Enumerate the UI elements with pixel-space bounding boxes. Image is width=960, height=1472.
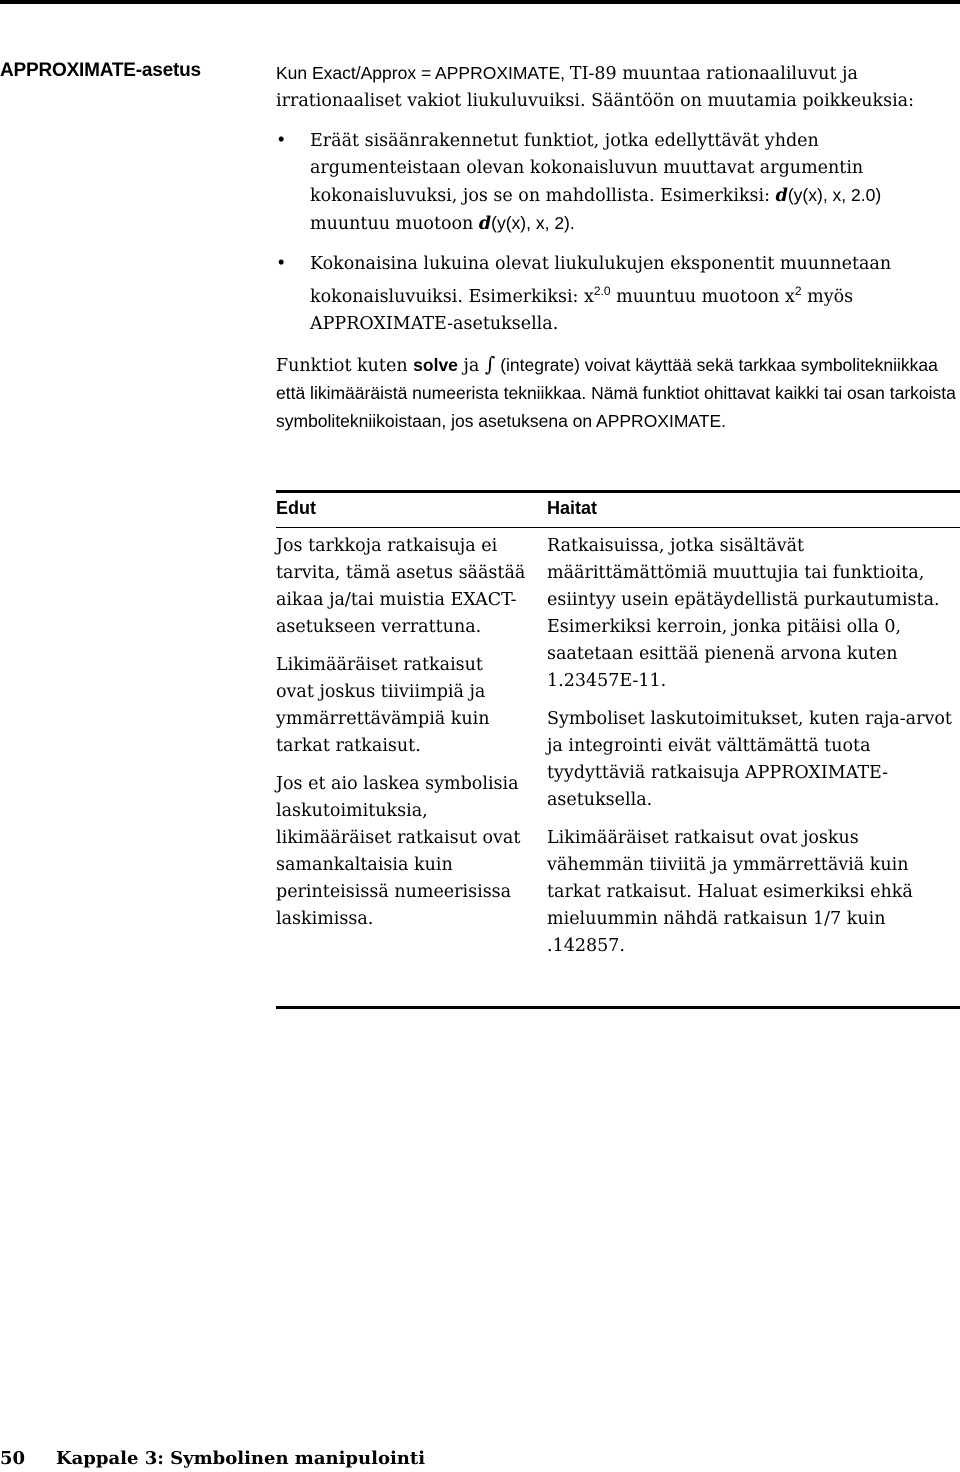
intro-paragraph [276, 60, 960, 115]
exponent-label: 2 [794, 284, 802, 298]
list-item [276, 251, 960, 338]
disadvantage-item: Ratkaisuissa, jotka sisältävät määrittämättömiä muuttujia tai funktioita, esiintyy usein epätäydellistä purkautumista. Esimerkiksi kerroin, jonka pitäisi olla 0, saatetaan esittää pienenä arvona kuten 1.23457E-11. [547, 536, 940, 691]
main-text [276, 60, 960, 449]
solve-keyword: solve [413, 355, 458, 375]
ti-89-label: TI-89 [569, 64, 617, 84]
advantages-heading: Edut [276, 498, 316, 518]
page-footer [0, 1448, 700, 1469]
intro-text-a: Kun Exact/Approx = APPROXIMATE, [276, 63, 570, 83]
advantage-item: Jos et aio laskea symbolisia laskutoimituksia, likimääräiset ratkaisut ovat samankaltaisia kuin perinteisissä numeerisissa laskimissa. [276, 774, 521, 929]
para2-text-c: (integrate) voivat käyttää sekä tarkkaa symbolitekniikkaa että likimääräistä numeerista tekniikkaa. Nämä funktiot ohittavat kaikki tai osan tarkoista symbolitekniikoistaan, jos asetuksena on APPROXIMATE. [276, 355, 956, 431]
intro-text-b: muuntaa rationaaliluvut ja irrationaaliset vakiot liukuluvuiksi. Sääntöön on muutamia poikkeuksia: [276, 64, 915, 111]
advantage-item: Likimääräiset ratkaisut ovat joskus tiiviimpiä ja ymmärrettävämpiä kuin tarkat ratkaisut. [276, 655, 490, 756]
table-top-rule [276, 490, 960, 493]
exception-list [276, 128, 960, 338]
chapter-title: Kappale 3: Symbolinen manipulointi [56, 1448, 426, 1469]
derivative-symbol: d [478, 214, 492, 234]
list-item [276, 128, 960, 238]
advantage-item: Jos tarkkoja ratkaisuja ei tarvita, tämä asetus säästää aikaa ja/tai muistia EXACT-asetukseen verrattuna. [276, 536, 526, 637]
derivative-symbol: d [775, 186, 788, 206]
bullet2-text-b: muuntuu muotoon x [610, 287, 795, 307]
integral-icon: ∫ [484, 352, 496, 376]
bullet2-text: Kokonaisina lukuina olevat liukulukujen eksponentit muunnetaan kokonaisluvuiksi. Esimerkiksi: x [310, 254, 892, 307]
functions-paragraph [276, 351, 960, 436]
disadvantage-item: Likimääräiset ratkaisut ovat joskus vähemmän tiiviitä ja ymmärrettäviä kuin tarkat ratkaisut. Haluat esimerkiksi ehkä mieluummin nähdä ratkaisun 1/7 kuin .142857. [547, 828, 913, 956]
bullet-icon: • [276, 131, 287, 151]
bullet1-text-b: muuntuu muotoon [310, 214, 479, 234]
section-heading: APPROXIMATE-asetus [0, 60, 201, 81]
bullet1-expr2: (y(x), x, 2). [491, 213, 575, 233]
disadvantage-item: Symboliset laskutoimitukset, kuten raja-arvot ja integrointi eivät välttämättä tuota tyydyttäviä ratkaisuja APPROXIMATE-asetuksella. [547, 709, 952, 810]
table-bottom-rule [276, 1006, 960, 1009]
table-header-rule [276, 527, 960, 528]
para2-text-a: Funktiot kuten [276, 356, 414, 376]
advantages-column [276, 533, 526, 944]
bullet2-text-c: myös APPROXIMATE-asetuksella. [310, 287, 854, 334]
disadvantages-column [547, 533, 960, 971]
para2-text-b: ja [457, 356, 485, 376]
page-number: 50 [0, 1448, 26, 1469]
bullet1-expr1: (y(x), x, 2.0) [787, 185, 882, 205]
top-rule [0, 0, 960, 4]
bullet1-text: Eräät sisäänrakennetut funktiot, jotka edellyttävät yhden argumenteistaan olevan kokonaisluvun muuttavat argumentin kokonaisluvuksi, jos se on mahdollista. Esimerkiksi: [310, 131, 864, 206]
bullet-icon: • [276, 254, 287, 274]
disadvantages-heading: Haitat [547, 498, 598, 518]
exponent-label: 2.0 [593, 284, 611, 298]
